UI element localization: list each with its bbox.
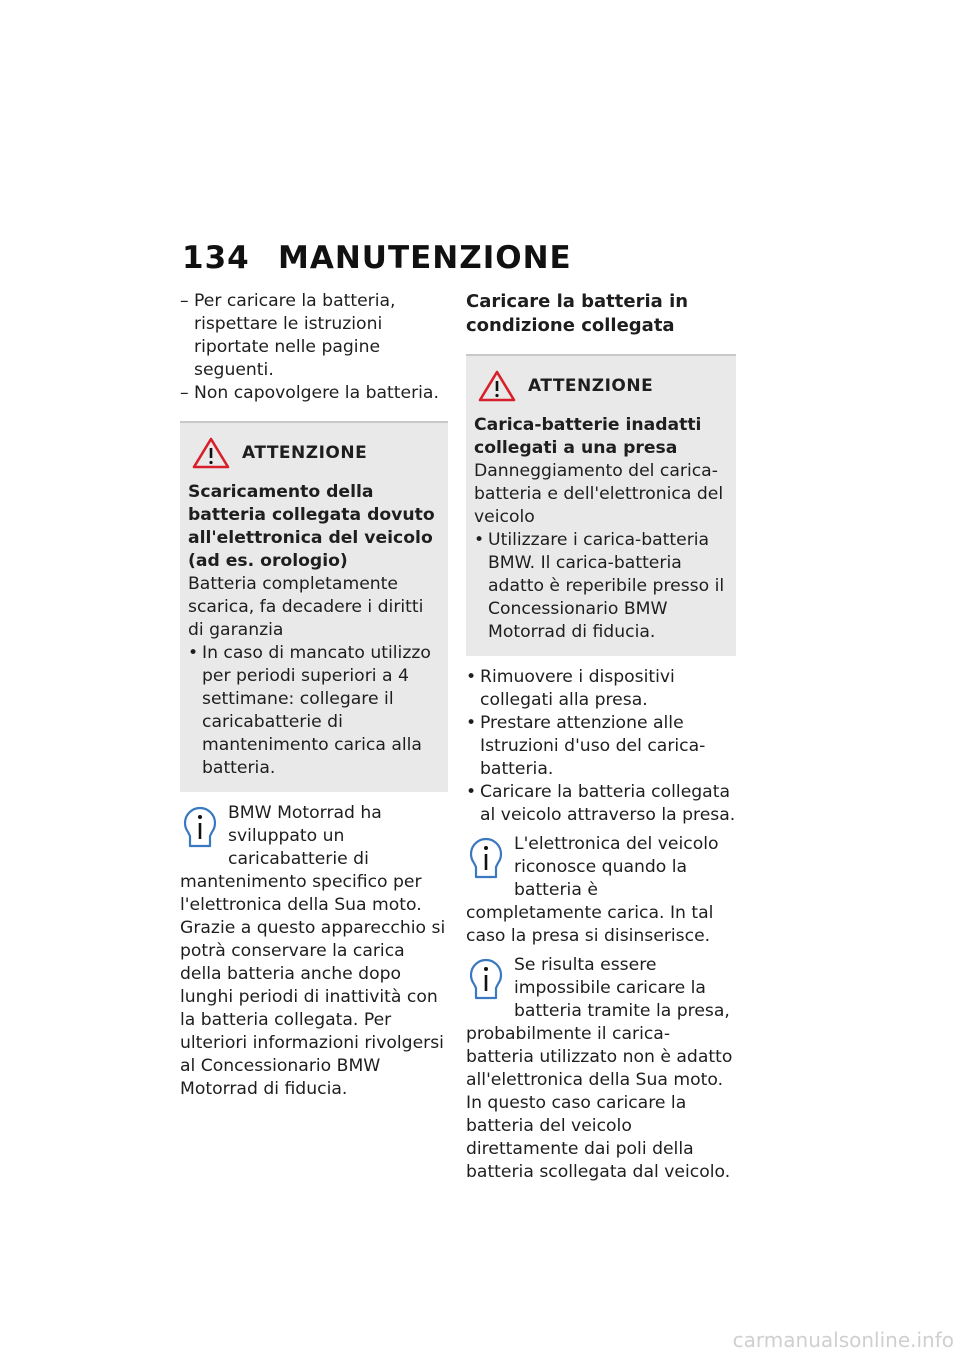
info-text: L'elettronica del veicolo riconosce quando la batteria è completamente carica. In tal caso la presa si disinserisce. <box>466 834 719 946</box>
warning-subject: Scaricamento della batteria collegata dovuto all'elettronica del veicolo (ad es. orologio) <box>188 482 435 571</box>
warning-header <box>188 437 440 469</box>
right-column <box>466 290 736 1184</box>
info-text: BMW Motorrad ha sviluppato un caricabatterie di mantenimento specifico per l'elettronica della Sua moto. Grazie a questo apparecchio si potrà conservare la carica della batteria anche dopo lunghi periodi di inattività con la batteria collegata. Per ulteriori informazioni rivolgersi al Concessionario BMW Motorrad di fiducia. <box>180 803 446 1099</box>
page-header <box>182 240 572 276</box>
info-note <box>180 802 448 1101</box>
warning-bullet: • Utilizzare i carica-batteria BMW. Il carica-batteria adatto è reperibile presso il Concessionario BMW Motorrad di fiducia. <box>474 529 728 644</box>
warning-label: ATTENZIONE <box>528 375 654 396</box>
warning-box <box>180 421 448 792</box>
warning-consequence: Batteria completamente scarica, fa decadere i diritti di garanzia <box>188 574 424 640</box>
info-icon <box>182 806 218 850</box>
warning-triangle-icon <box>478 370 516 402</box>
watermark: carmanualsonline.info <box>732 1328 954 1352</box>
step-item: • Rimuovere i dispositivi collegati alla presa. <box>466 666 736 712</box>
section-heading: Caricare la batteria in condizione collegata <box>466 291 689 336</box>
page-title: MANUTENZIONE <box>278 240 572 276</box>
warning-label: ATTENZIONE <box>242 442 368 463</box>
warning-triangle-icon <box>192 437 230 469</box>
steps-list <box>466 666 736 827</box>
step-item: • Caricare la batteria collegata al veicolo attraverso la presa. <box>466 781 736 827</box>
warning-bullets <box>474 529 728 644</box>
warning-subject: Carica-batterie inadatti collegati a una presa <box>474 415 702 458</box>
step-item: • Prestare attenzione alle Istruzioni d'uso del carica-batteria. <box>466 712 736 781</box>
info-icon <box>468 837 504 881</box>
info-icon <box>468 958 504 1002</box>
page-number: 134 <box>182 240 250 276</box>
info-text: Se risulta essere impossibile caricare la batteria tramite la presa, probabilmente il carica-batteria utilizzato non è adatto all'elettronica della Sua moto. In questo caso caricare la batteria del veicolo direttamente dai poli della batteria scollegata dal veicolo. <box>466 955 733 1182</box>
warning-box <box>466 354 736 656</box>
warning-consequence: Danneggiamento del carica-batteria e dell'elettronica del veicolo <box>474 461 724 527</box>
info-note <box>466 833 736 948</box>
info-note <box>466 954 736 1184</box>
dash-list <box>180 290 448 405</box>
warning-header <box>474 370 728 402</box>
left-column <box>180 290 448 1101</box>
warning-bullet: • In caso di mancato utilizzo per periodi superiori a 4 settimane: collegare il caricabatterie di mantenimento carica alla batteria. <box>188 642 440 780</box>
dash-item: – Per caricare la batteria, rispettare le istruzioni riportate nelle pagine seguenti. <box>180 290 448 382</box>
warning-bullets <box>188 642 440 780</box>
dash-item: – Non capovolgere la batteria. <box>180 382 448 405</box>
